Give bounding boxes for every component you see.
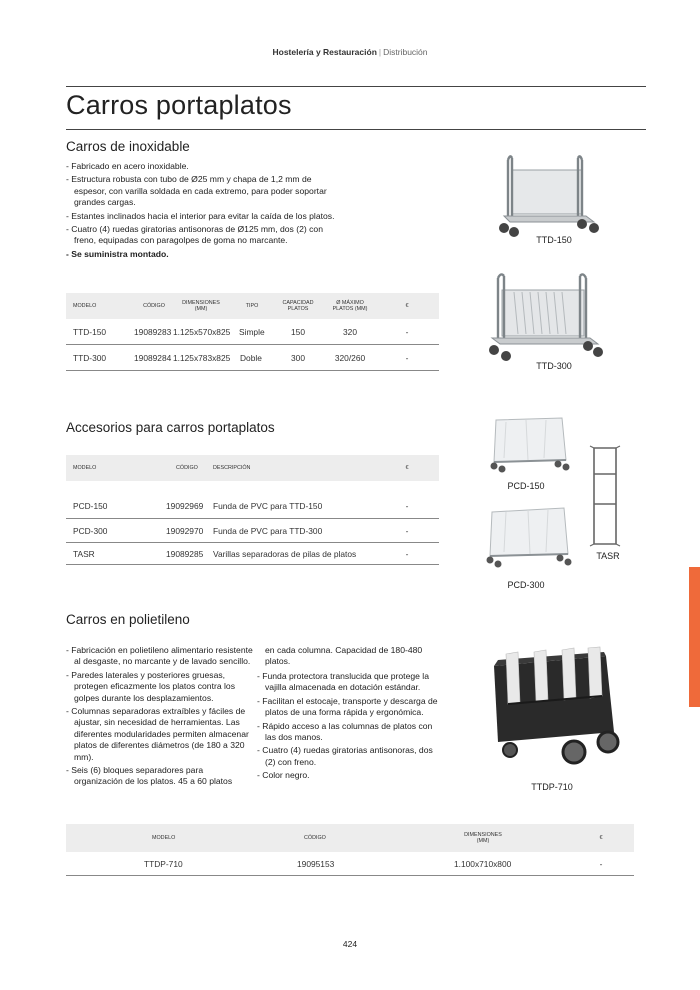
- col-header: DIMENSIONES (MM): [464, 832, 502, 844]
- cell-code: 19095153: [297, 858, 335, 869]
- cell-description: Varillas separadoras de pilas de platos: [213, 548, 357, 559]
- cell-dimensions: 1.125x783x825: [173, 352, 231, 363]
- table-row: [66, 543, 439, 565]
- cell-price: -: [405, 548, 409, 559]
- poly-bullet: - Paredes laterales y posteriores gruesas, protegen eficazmente los platos contra los golpes durante los desplazamientos.: [66, 670, 254, 704]
- inox-bullet: - Fabricado en acero inoxidable.: [66, 161, 346, 172]
- cell-code: 19089284: [134, 352, 172, 363]
- poly-heading: Carros en polietileno: [66, 612, 190, 627]
- poly-bullet: - Seis (6) bloques separadores para organización de los platos. 45 a 60 platos: [66, 765, 254, 788]
- poly-table: [66, 824, 634, 876]
- pcd-150-cover-image: [486, 414, 574, 476]
- cell-price: -: [599, 858, 603, 869]
- poly-bullet: - Columnas separadoras extraíbles y fáciles de ajustar, sin necesidad de herramientas. Las diferentes modularidades permiten almacenar platos de diferentes diámetros (de 180 a 320 mm).: [66, 706, 254, 763]
- cell-price: -: [405, 525, 409, 536]
- cell-code: 19092969: [166, 500, 204, 511]
- ttd-300-caption: TTD-300: [536, 361, 572, 371]
- inox-bullet: - Estructura robusta con tubo de Ø25 mm y chapa de 1,2 mm de espesor, con varilla soldada en cada extremo, para poder soportar grandes cargas.: [66, 174, 346, 208]
- ttd-300-cart-image: [478, 272, 610, 364]
- poly-bullets-left: [66, 645, 254, 790]
- cell-capacity: 300: [291, 352, 305, 363]
- col-header: CÓDIGO: [176, 465, 198, 471]
- col-header: TIPO: [245, 303, 259, 309]
- cell-dimensions: 1.100x710x800: [454, 858, 512, 869]
- poly-table-header: [66, 824, 634, 852]
- title-bottom-rule: [66, 129, 646, 130]
- col-header: MODELO: [73, 303, 97, 309]
- cell-code: 19089285: [166, 548, 204, 559]
- acc-table: [66, 455, 439, 565]
- cell-dimensions: 1.125x570x825: [173, 326, 231, 337]
- col-header: €: [599, 835, 603, 841]
- ttdp-710-caption: TTDP-710: [531, 782, 573, 792]
- page-header: [0, 47, 700, 57]
- inox-table: [66, 293, 439, 371]
- col-header: MODELO: [152, 835, 176, 841]
- col-header: €: [405, 303, 409, 309]
- cell-code: 19092970: [166, 525, 204, 536]
- cell-description: Funda de PVC para TTD-150: [213, 500, 323, 511]
- cell-type: Doble: [240, 352, 262, 363]
- table-row: [66, 852, 634, 876]
- cell-price: -: [405, 352, 409, 363]
- poly-bullet: - Color negro.: [257, 770, 445, 781]
- pcd-300-cover-image: [484, 504, 576, 570]
- cell-model: PCD-300: [73, 525, 108, 536]
- ttd-150-cart-image: [490, 152, 610, 240]
- header-subsection: Distribución: [383, 47, 428, 57]
- cell-max-diameter: 320: [343, 326, 357, 337]
- cell-capacity: 150: [291, 326, 305, 337]
- col-header: DIMENSIONES (MM): [182, 300, 220, 312]
- table-row: [66, 319, 439, 345]
- section-side-tab: [689, 567, 700, 707]
- col-header: MODELO: [73, 465, 97, 471]
- inox-table-header: [66, 293, 439, 319]
- cell-model: TASR: [73, 548, 95, 559]
- pcd-150-caption: PCD-150: [507, 481, 545, 491]
- table-row: [66, 519, 439, 543]
- page-number: 424: [342, 939, 358, 949]
- acc-heading: Accesorios para carros portaplatos: [66, 420, 275, 435]
- cell-model: TTDP-710: [144, 858, 183, 869]
- cell-model: TTD-150: [73, 326, 107, 337]
- cell-description: Funda de PVC para TTD-300: [213, 525, 323, 536]
- inox-bullet: - Cuatro (4) ruedas giratorias antisonoras de Ø125 mm, dos (2) con freno, equipadas con paragolpes de goma no marcante.: [66, 224, 346, 247]
- cell-model: TTD-300: [73, 352, 107, 363]
- ttdp-710-cart-image: [484, 642, 624, 768]
- cell-price: -: [405, 326, 409, 337]
- inox-bullet: - Estantes inclinados hacia el interior para evitar la caída de los platos.: [66, 211, 346, 222]
- poly-bullets-right: [257, 671, 445, 784]
- col-header: €: [405, 465, 409, 471]
- header-separator: |: [378, 47, 382, 57]
- inox-bullet-assembled: - Se suministra montado.: [66, 249, 346, 260]
- inox-bullets: [66, 161, 346, 262]
- table-row: [66, 493, 439, 519]
- inox-heading: Carros de inoxidable: [66, 139, 190, 154]
- poly-bullet: - Funda protectora translucida que protege la vajilla almacenada en dotación estándar.: [257, 671, 445, 694]
- poly-bullet-continuation: en cada columna. Capacidad de 180-480 platos.: [265, 645, 423, 667]
- col-header: CAPACIDAD PLATOS: [282, 300, 314, 312]
- cell-type: Simple: [239, 326, 265, 337]
- pcd-300-caption: PCD-300: [507, 580, 545, 590]
- table-row: [66, 345, 439, 371]
- poly-bullet: - Cuatro (4) ruedas giratorias antisonoras, dos (2) con freno.: [257, 745, 445, 768]
- tasr-separator-image: [588, 444, 622, 548]
- title-top-rule: [66, 86, 646, 87]
- poly-bullet: - Fabricación en polietileno alimentario resistente al desgaste, no marcante y de lavado sencillo.: [66, 645, 254, 668]
- col-header: CÓDIGO: [143, 303, 165, 309]
- cell-code: 19089283: [134, 326, 172, 337]
- ttd-150-caption: TTD-150: [536, 235, 572, 245]
- tasr-caption: TASR: [596, 551, 620, 561]
- poly-bullet: - Facilitan el estocaje, transporte y descarga de platos de una forma rápida y ergonómica.: [257, 696, 445, 719]
- col-header: Ø MÁXIMO PLATOS (MM): [332, 300, 368, 312]
- header-section: Hostelería y Restauración: [272, 47, 377, 57]
- page-title: Carros portaplatos: [66, 90, 292, 120]
- cell-price: -: [405, 500, 409, 511]
- col-header: DESCRIPCIÓN: [213, 465, 251, 471]
- acc-table-header: [66, 455, 439, 481]
- cell-model: PCD-150: [73, 500, 108, 511]
- col-header: CÓDIGO: [304, 835, 326, 841]
- cell-max-diameter: 320/260: [334, 352, 366, 363]
- poly-bullet: - Rápido acceso a las columnas de platos con las dos manos.: [257, 721, 445, 744]
